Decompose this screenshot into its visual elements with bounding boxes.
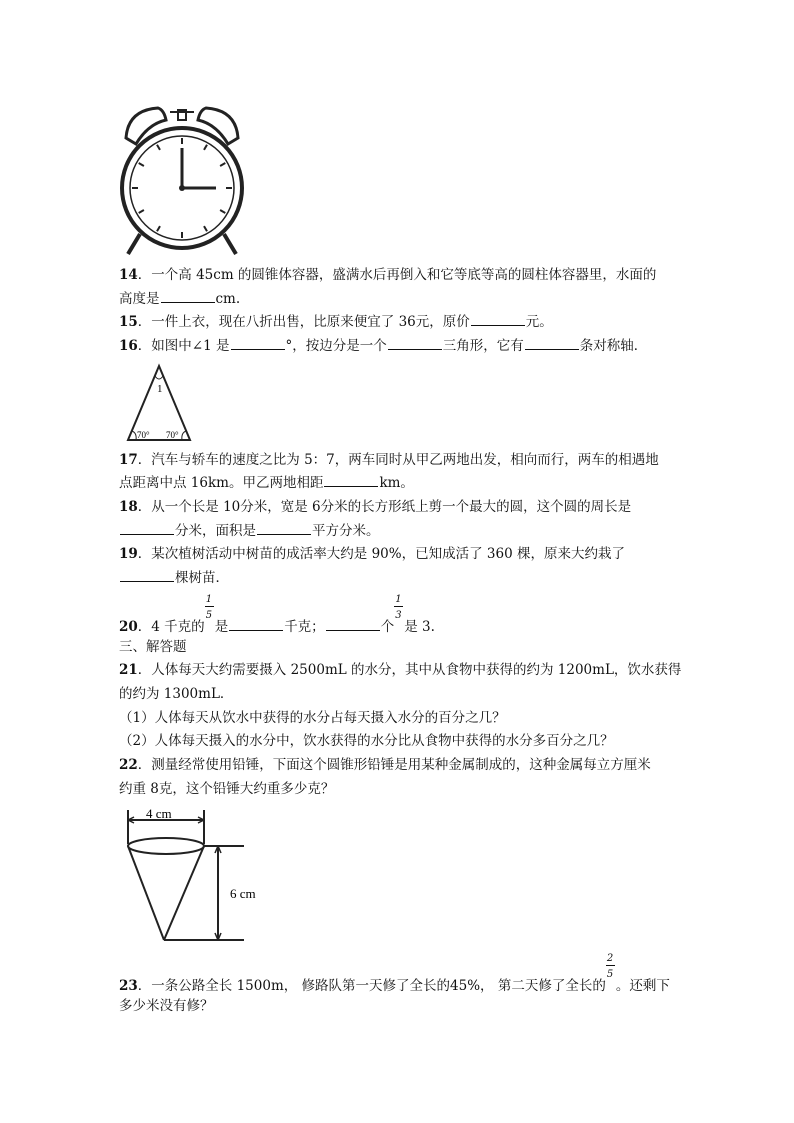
question-text: 个 xyxy=(380,619,395,635)
answer-blank[interactable] xyxy=(471,313,525,326)
question-text: 元。 xyxy=(525,314,553,330)
question-text: ．4 千克的 xyxy=(137,619,205,635)
question-text: ．汽车与轿车的速度之比为 5：7，两车同时从甲乙两地出发，相向而行，两车的相遇地 xyxy=(137,452,659,468)
question-15 xyxy=(119,313,553,331)
angle-left-label: 70° xyxy=(137,430,150,440)
question-text: ．如图中∠1 是 xyxy=(137,338,230,354)
question-number: 21 xyxy=(119,662,138,678)
question-text: 棵树苗． xyxy=(175,570,229,586)
answer-blank[interactable] xyxy=(120,569,174,582)
question-21-line1 xyxy=(119,661,681,679)
answer-blank[interactable] xyxy=(161,290,215,303)
question-text: ．从一个长是 10分米，宽是 6分米的长方形纸上剪一个最大的圆，这个圆的周长是 xyxy=(137,499,632,515)
answer-blank[interactable] xyxy=(257,522,311,535)
question-text: 平方分米。 xyxy=(312,523,380,539)
question-23-line2: 多少米没有修？ xyxy=(119,998,214,1014)
angle-1-label: 1 xyxy=(157,383,163,395)
question-number: 16 xyxy=(119,338,138,354)
question-text: ．一件上衣，现在八折出售，比原来便宜了 36元，原价 xyxy=(137,314,470,330)
question-text: 。还剩下 xyxy=(615,978,670,994)
answer-blank[interactable] xyxy=(231,337,285,350)
alarm-clock-figure xyxy=(118,98,246,258)
question-text: 点距离中点 16km。甲乙两地相距 xyxy=(119,475,324,491)
question-21-sub1: （1）人体每天从饮水中获得的水分占每天摄入水分的百分之几？ xyxy=(119,710,506,726)
question-number: 14 xyxy=(119,267,138,283)
question-text: 三角形，它有 xyxy=(442,338,524,354)
question-20 xyxy=(119,594,435,636)
angle-right-label: 70° xyxy=(166,430,179,440)
fraction-one-fifth: $\frac{1}{5}$ xyxy=(205,594,213,621)
fraction-two-fifths: $\frac{2}{5}$ xyxy=(606,953,614,980)
question-number: 19 xyxy=(119,546,138,562)
question-text: km。 xyxy=(379,475,414,491)
question-text: 是 xyxy=(214,619,229,635)
question-number: 17 xyxy=(119,452,138,468)
question-text: ．人体每天大约需要摄入 2500mL 的水分，其中从食物中获得的约为 1200mL，饮水获得 xyxy=(137,662,682,678)
triangle-figure xyxy=(124,362,194,444)
question-14-line2 xyxy=(119,290,240,308)
question-text: 高度是 xyxy=(119,291,160,307)
question-number: 23 xyxy=(119,978,138,994)
question-text: 千克； xyxy=(284,619,325,635)
question-text: ．一个高 45cm 的圆锥体容器，盛满水后再倒入和它等底等高的圆柱体容器里，水面的 xyxy=(137,267,657,283)
question-17-line2 xyxy=(119,474,414,492)
question-19-line1 xyxy=(119,545,625,563)
question-19-line2 xyxy=(119,569,229,587)
height-label: 6 cm xyxy=(230,886,256,901)
question-23-line1 xyxy=(119,953,670,995)
question-text: ．一条公路全长 1500m， 修路队第一天修了全长的45%， 第二天修了全长的 xyxy=(137,978,606,994)
question-number: 20 xyxy=(119,619,138,635)
question-text: °，按边分是一个 xyxy=(285,338,387,354)
question-text: cm. xyxy=(215,291,241,307)
cone-figure xyxy=(120,804,280,946)
question-21-line2: 的约为 1300mL． xyxy=(119,686,234,702)
question-16 xyxy=(119,337,647,355)
question-18-line1 xyxy=(119,498,631,516)
answer-blank[interactable] xyxy=(525,337,579,350)
question-18-line2 xyxy=(119,522,380,540)
fraction-one-third: $\frac{1}{3}$ xyxy=(395,594,402,621)
answer-blank[interactable] xyxy=(120,522,174,535)
question-14-line1 xyxy=(119,266,656,284)
section-heading: 三、解答题 xyxy=(119,639,187,655)
question-text: 条对称轴． xyxy=(579,338,648,354)
question-number: 22 xyxy=(119,757,138,773)
question-22-line1 xyxy=(119,756,651,774)
question-text: 是 3. xyxy=(404,619,435,635)
answer-blank[interactable] xyxy=(326,618,380,631)
question-text: 分米，面积是 xyxy=(175,523,256,539)
question-17-line1 xyxy=(119,451,659,469)
answer-blank[interactable] xyxy=(388,337,442,350)
question-number: 15 xyxy=(119,314,138,330)
question-21-sub2: （2）人体每天摄入的水分中，饮水获得的水分比从食物中获得的水分多百分之几？ xyxy=(119,733,614,749)
question-text: ．测量经常使用铅锤，下面这个圆锥形铅锤是用某种金属制成的，这种金属每立方厘米 xyxy=(137,757,651,773)
answer-blank[interactable] xyxy=(229,618,283,631)
diameter-label: 4 cm xyxy=(146,806,172,821)
question-number: 18 xyxy=(119,499,138,515)
answer-blank[interactable] xyxy=(324,474,378,487)
question-text: ．某次植树活动中树苗的成活率大约是 90%，已知成活了 360 棵，原来大约栽了 xyxy=(137,546,625,562)
question-22-line2: 约重 8克，这个铅锤大约重多少克？ xyxy=(119,781,335,797)
